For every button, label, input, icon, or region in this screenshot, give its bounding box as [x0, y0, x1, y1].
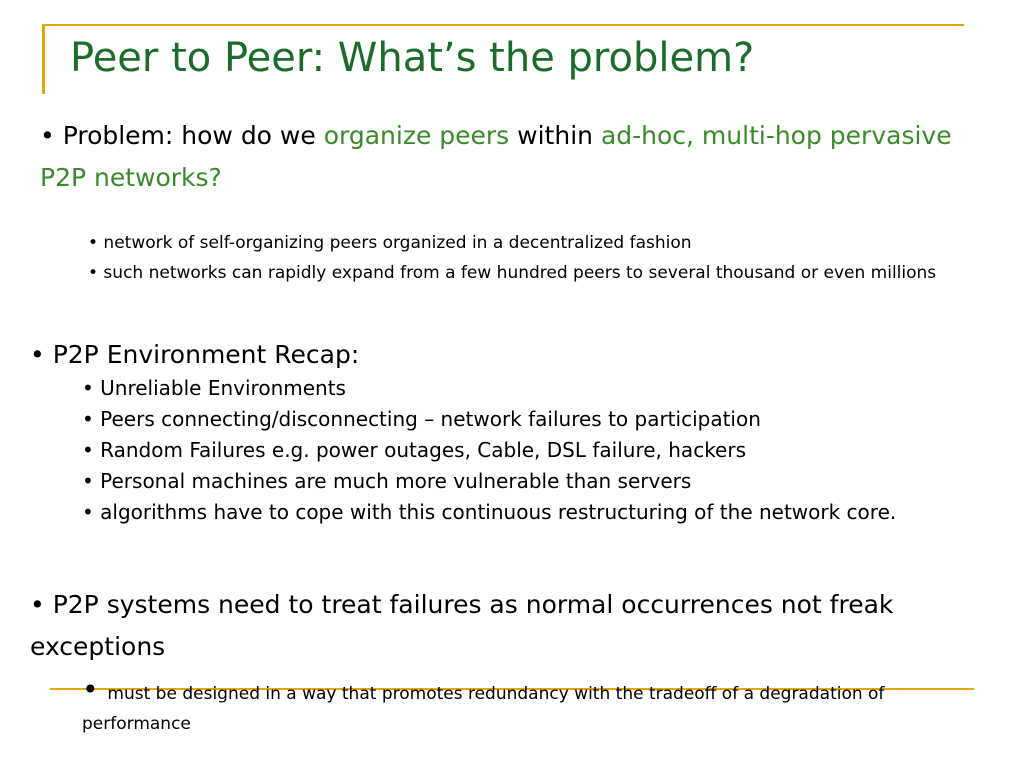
systems-subpoint-text: must be designed in a way that promotes redundancy with the tradeoff of a degradation of performance	[82, 684, 885, 734]
problem-highlight-organize-peers: organize peers	[323, 121, 510, 150]
systems-heading: • P2P systems need to treat failures as normal occurrences not freak exceptions	[30, 590, 894, 661]
problem-highlight-networks: ad-hoc, multi-hop pervasive P2P networks?	[40, 121, 952, 192]
systems-subpoint	[82, 675, 982, 739]
problem-subpoint-expansion: • such networks can rapidly expand from a few hundred peers to several thousand or even millions	[88, 263, 937, 283]
title-accent-vertical-rule	[42, 24, 45, 94]
slide-title: Peer to Peer: What’s the problem?	[70, 35, 755, 81]
problem-text-within: within	[509, 121, 601, 150]
problem-subpoint-decentralized: • network of self-organizing peers organized in a decentralized fashion	[88, 233, 692, 253]
problem-bullet	[40, 115, 970, 199]
bullet-glyph: •	[82, 673, 108, 706]
recap-item-unreliable: • Unreliable Environments	[82, 376, 346, 400]
problem-subpoints	[88, 228, 988, 288]
recap-heading: • P2P Environment Recap:	[30, 340, 360, 369]
recap-item-algorithms: • algorithms have to cope with this continuous restructuring of the network core.	[82, 500, 897, 524]
recap-item-connecting: • Peers connecting/disconnecting – network failures to participation	[82, 407, 761, 431]
recap-item-personal-machines: • Personal machines are much more vulnerable than servers	[82, 469, 692, 493]
title-accent-top-rule	[42, 24, 964, 26]
problem-text-lead: Problem: how do we	[62, 121, 324, 150]
recap-item-random-failures: • Random Failures e.g. power outages, Cable, DSL failure, hackers	[82, 438, 747, 462]
recap-list	[82, 373, 982, 528]
bullet-glyph: •	[40, 121, 63, 150]
